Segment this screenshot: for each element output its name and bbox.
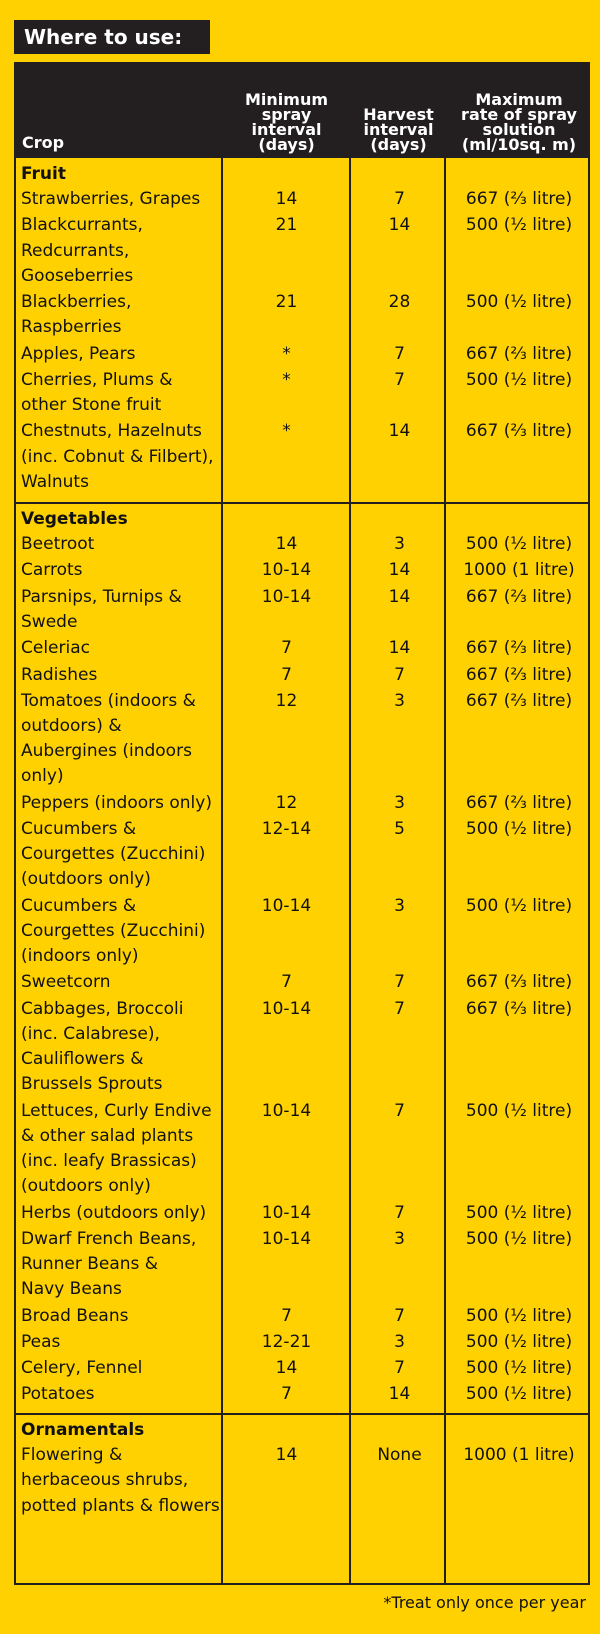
max-rate-cell: 500 (½ litre) xyxy=(465,292,573,313)
harvest-interval-cell: 7 xyxy=(394,1100,405,1121)
table-header xyxy=(16,64,588,158)
harvest-interval-cell: 3 xyxy=(394,895,405,916)
min-interval-cell: * xyxy=(282,369,291,390)
min-interval-cell: 12-14 xyxy=(261,819,312,840)
min-interval-cell: 14 xyxy=(275,1358,298,1379)
max-rate-cell: 500 (½ litre) xyxy=(465,1228,573,1249)
footnote: *Treat only once per year xyxy=(383,1593,586,1612)
section-vegetables xyxy=(16,507,588,1409)
table-row xyxy=(16,213,588,290)
crop-cell: Lettuces, Curly Endive & other salad plants (inc. leafy Brassicas) (outdoors only) xyxy=(21,1100,212,1197)
table-row xyxy=(16,342,588,368)
max-rate-cell: 667 (⅔ litre) xyxy=(465,421,573,442)
min-interval-cell: 7 xyxy=(281,638,292,659)
max-rate-cell: 500 (½ litre) xyxy=(465,1331,573,1352)
crop-cell: Beetroot xyxy=(21,534,95,555)
crop-cell: Flowering & herbaceous shrubs, potted plants & flowers xyxy=(21,1445,220,1516)
harvest-interval-cell: 3 xyxy=(394,534,405,555)
min-interval-cell: 14 xyxy=(275,534,298,555)
max-rate-cell: 500 (½ litre) xyxy=(465,534,573,555)
max-rate-cell: 667 (⅔ litre) xyxy=(465,972,573,993)
min-interval-cell: 14 xyxy=(275,1445,298,1466)
table-row xyxy=(16,187,588,213)
crop-cell: Chestnuts, Hazelnuts (inc. Cobnut & Filbert), Walnuts xyxy=(21,421,214,492)
max-rate-cell: 500 (½ litre) xyxy=(465,1202,573,1223)
crop-cell: Cabbages, Broccoli (inc. Calabrese), Cauliflowers & Brussels Sprouts xyxy=(21,998,184,1095)
harvest-interval-cell: None xyxy=(377,1445,422,1466)
crop-cell: Tomatoes (indoors & outdoors) & Aubergines (indoors only) xyxy=(21,690,196,787)
crop-cell: Peppers (indoors only) xyxy=(21,792,212,813)
table-row xyxy=(16,585,588,637)
max-rate-cell: 1000 (1 litre) xyxy=(463,1445,575,1466)
table-row xyxy=(16,663,588,689)
crop-cell: Blackcurrants, Redcurrants, Gooseberries xyxy=(21,215,143,286)
table-row xyxy=(16,1227,588,1304)
min-interval-cell: 7 xyxy=(281,1305,292,1326)
harvest-interval-cell: 7 xyxy=(394,1305,405,1326)
min-interval-cell: 7 xyxy=(281,1384,292,1405)
max-rate-cell: 667 (⅔ litre) xyxy=(465,638,573,659)
table-row xyxy=(16,1382,588,1408)
max-rate-cell: 667 (⅔ litre) xyxy=(465,189,573,210)
harvest-interval-cell: 3 xyxy=(394,1331,405,1352)
harvest-interval-cell: 7 xyxy=(394,972,405,993)
table-row xyxy=(16,1356,588,1382)
crop-cell: Broad Beans xyxy=(21,1305,129,1326)
crop-cell: Peas xyxy=(21,1331,61,1352)
table-row xyxy=(16,689,588,791)
min-interval-cell: 12-21 xyxy=(261,1331,312,1352)
section-heading: Fruit xyxy=(21,164,66,184)
harvest-interval-cell: 14 xyxy=(388,215,411,236)
header-min-interval: Minimum spray interval (days) xyxy=(244,90,328,154)
max-rate-cell: 667 (⅔ litre) xyxy=(465,792,573,813)
max-rate-cell: 667 (⅔ litre) xyxy=(465,690,573,711)
harvest-interval-cell: 28 xyxy=(388,292,411,313)
header-crop: Crop xyxy=(22,133,65,152)
header-harvest-interval: Harvest interval (days) xyxy=(363,105,434,154)
table-row xyxy=(16,636,588,662)
harvest-interval-cell: 14 xyxy=(388,638,411,659)
min-interval-cell: 12 xyxy=(275,792,298,813)
harvest-interval-cell: 7 xyxy=(394,1202,405,1223)
table-row xyxy=(16,558,588,584)
table-row xyxy=(16,1201,588,1227)
harvest-interval-cell: 7 xyxy=(394,998,405,1019)
table-row xyxy=(16,997,588,1099)
crop-cell: Blackberries, Raspberries xyxy=(21,292,132,338)
harvest-interval-cell: 7 xyxy=(394,664,405,685)
section-heading: Ornamentals xyxy=(21,1420,145,1440)
usage-table xyxy=(14,62,590,1585)
crop-cell: Strawberries, Grapes xyxy=(21,189,201,210)
crop-cell: Sweetcorn xyxy=(21,972,111,993)
max-rate-cell: 1000 (1 litre) xyxy=(463,560,575,581)
harvest-interval-cell: 3 xyxy=(394,690,405,711)
crop-cell: Potatoes xyxy=(21,1384,95,1405)
harvest-interval-cell: 7 xyxy=(394,189,405,210)
crop-cell: Herbs (outdoors only) xyxy=(21,1202,207,1223)
section-fruit xyxy=(16,162,588,496)
crop-cell: Dwarf French Beans, Runner Beans & Navy Beans xyxy=(21,1228,197,1300)
table-row xyxy=(16,1330,588,1356)
section-divider xyxy=(16,502,588,504)
crop-cell: Cucumbers & Courgettes (Zucchini) (outdoors only) xyxy=(21,819,206,890)
table-row xyxy=(16,894,588,971)
table-row xyxy=(16,791,588,817)
section-divider xyxy=(16,1413,588,1415)
table-row xyxy=(16,970,588,996)
harvest-interval-cell: 7 xyxy=(394,1358,405,1379)
min-interval-cell: 10-14 xyxy=(261,1228,312,1249)
min-interval-cell: 21 xyxy=(275,215,298,236)
table-row xyxy=(16,290,588,342)
table-row xyxy=(16,1304,588,1330)
harvest-interval-cell: 14 xyxy=(388,586,411,607)
min-interval-cell: 7 xyxy=(281,972,292,993)
min-interval-cell: 10-14 xyxy=(261,560,312,581)
crop-cell: Cherries, Plums & other Stone fruit xyxy=(21,369,173,416)
min-interval-cell: 12 xyxy=(275,690,298,711)
max-rate-cell: 500 (½ litre) xyxy=(465,215,573,236)
harvest-interval-cell: 3 xyxy=(394,1228,405,1249)
page-title: Where to use: xyxy=(14,20,210,54)
max-rate-cell: 667 (⅔ litre) xyxy=(465,586,573,607)
crop-cell: Cucumbers & Courgettes (Zucchini) (indoors only) xyxy=(21,895,206,967)
min-interval-cell: 21 xyxy=(275,292,298,313)
max-rate-cell: 500 (½ litre) xyxy=(465,1100,573,1121)
max-rate-cell: 500 (½ litre) xyxy=(465,1384,573,1405)
max-rate-cell: 500 (½ litre) xyxy=(465,369,573,390)
min-interval-cell: 10-14 xyxy=(261,1100,312,1121)
min-interval-cell: 10-14 xyxy=(261,998,312,1019)
min-interval-cell: 7 xyxy=(281,664,292,685)
max-rate-cell: 667 (⅔ litre) xyxy=(465,664,573,685)
table-row xyxy=(16,368,588,420)
max-rate-cell: 500 (½ litre) xyxy=(465,819,573,840)
harvest-interval-cell: 14 xyxy=(388,1384,411,1405)
header-max-rate: Maximum rate of spray solution (ml/10sq. m) xyxy=(461,90,577,154)
table-row xyxy=(16,817,588,894)
min-interval-cell: 10-14 xyxy=(261,895,312,916)
crop-cell: Carrots xyxy=(21,560,83,581)
harvest-interval-cell: 14 xyxy=(388,560,411,581)
harvest-interval-cell: 5 xyxy=(394,819,405,840)
min-interval-cell: 10-14 xyxy=(261,1202,312,1223)
max-rate-cell: 500 (½ litre) xyxy=(465,895,573,916)
harvest-interval-cell: 3 xyxy=(394,792,405,813)
max-rate-cell: 667 (⅔ litre) xyxy=(465,998,573,1019)
min-interval-cell: * xyxy=(282,421,291,442)
crop-cell: Apples, Pears xyxy=(21,343,136,364)
harvest-interval-cell: 7 xyxy=(394,343,405,364)
max-rate-cell: 500 (½ litre) xyxy=(465,1305,573,1326)
min-interval-cell: 14 xyxy=(275,189,298,210)
table-row xyxy=(16,532,588,558)
crop-cell: Radishes xyxy=(21,664,98,685)
max-rate-cell: 500 (½ litre) xyxy=(465,1358,573,1379)
crop-cell: Celeriac xyxy=(21,638,90,659)
max-rate-cell: 667 (⅔ litre) xyxy=(465,343,573,364)
min-interval-cell: * xyxy=(282,343,291,364)
table-row xyxy=(16,1099,588,1201)
section-heading: Vegetables xyxy=(21,509,128,529)
harvest-interval-cell: 14 xyxy=(388,421,411,442)
table-row xyxy=(16,1443,588,1520)
crop-cell: Parsnips, Turnips & Swede xyxy=(21,586,182,632)
harvest-interval-cell: 7 xyxy=(394,369,405,390)
crop-cell: Celery, Fennel xyxy=(21,1358,143,1379)
min-interval-cell: 10-14 xyxy=(261,586,312,607)
section-ornamentals xyxy=(16,1418,588,1520)
table-row xyxy=(16,419,588,496)
